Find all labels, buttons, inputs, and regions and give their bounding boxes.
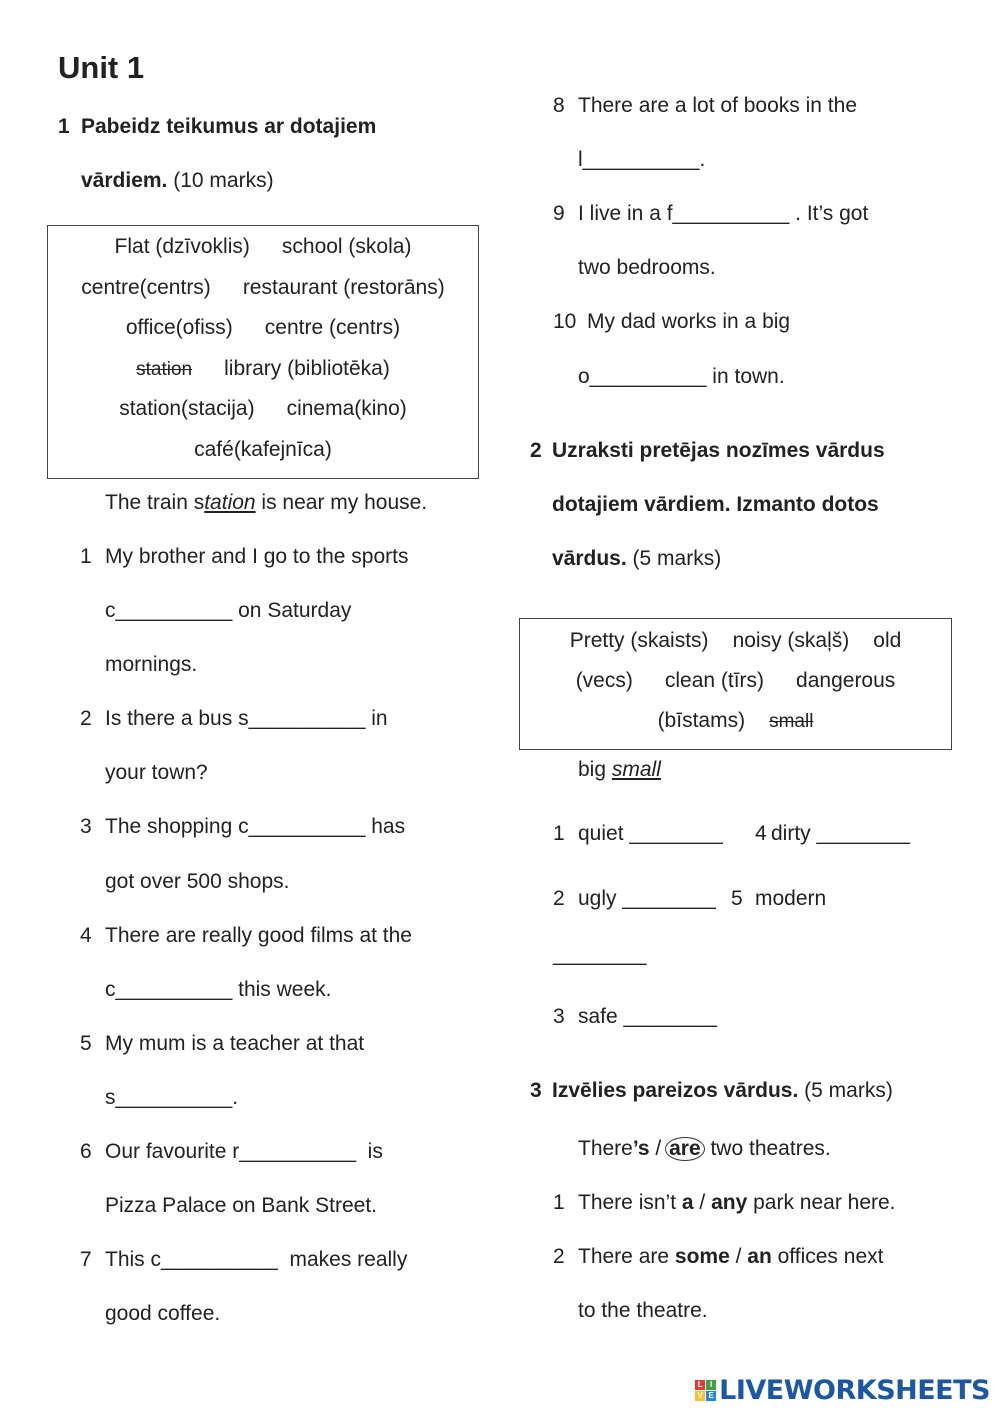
ex2-heading-line3 [552, 546, 721, 572]
ex2-item-3-number: 3 [553, 1005, 565, 1028]
ex2-item-3[interactable]: safe ________ [578, 1005, 717, 1028]
ex1-item-1-line1: My brother and I go to the sports [105, 545, 409, 568]
logo-mark-l: L [695, 1380, 705, 1390]
ex1-example-pre: The train s [105, 491, 205, 514]
word-flat: Flat (dzīvoklis) [114, 235, 250, 258]
ex2-example-answer: small [611, 758, 661, 781]
ex1-item-7-number: 7 [80, 1248, 92, 1271]
ex1-example-answer: tation [204, 491, 256, 514]
ex1-item-7-line2: good coffee. [105, 1302, 221, 1325]
word-restaurant: restaurant (restorāns) [242, 276, 445, 299]
ex1-item-6-line2: Pizza Palace on Bank Street. [105, 1194, 377, 1217]
ex3-heading-bold: Izvēlies pareizos vārdus. [552, 1079, 799, 1102]
ex3-item-2-post: offices next [771, 1245, 884, 1268]
logo-mark-e: E [706, 1391, 716, 1401]
ex1-item-8-line1: There are a lot of books in the [578, 94, 857, 117]
ex1-item-10-number: 10 [553, 310, 577, 333]
ex1-item-7-line1[interactable]: This c__________ makes really [105, 1248, 408, 1271]
ex3-item-1-pre: There isn’t [578, 1191, 682, 1214]
ex3-item-1-sep: / [693, 1191, 712, 1214]
ex1-marks: (10 marks) [173, 169, 274, 192]
ex3-item-2-number: 2 [553, 1245, 565, 1268]
liveworksheets-logo [695, 1375, 990, 1405]
word-school: school (skola) [281, 235, 412, 258]
ex2-item-4-number: 4 [755, 822, 767, 845]
ex1-box-line4 [48, 356, 478, 383]
ex2-box-line3 [520, 708, 951, 735]
ex1-heading-line2 [81, 168, 274, 194]
ex1-item-1-line3: mornings. [105, 653, 198, 676]
ex1-item-1-number: 1 [80, 545, 92, 568]
ex3-item-2-option-some[interactable]: some [674, 1245, 730, 1268]
ex3-item-2-line2: to the theatre. [578, 1299, 708, 1322]
ex1-box-line6 [48, 437, 478, 463]
word-noisy: noisy (skaļš) [732, 629, 850, 652]
word-pretty: Pretty (skaists) [569, 629, 709, 652]
logo-mark-icon [695, 1380, 716, 1401]
ex1-item-2-line2: your town? [105, 761, 208, 784]
ex3-item-1 [578, 1190, 896, 1216]
ex3-marks: (5 marks) [804, 1079, 893, 1102]
ex1-item-10-line1: My dad works in a big [587, 310, 791, 333]
ex3-item-2-option-an[interactable]: an [747, 1245, 772, 1268]
ex1-example-post: is near my house. [255, 491, 428, 514]
ex3-example-post: two theatres. [704, 1137, 831, 1160]
ex1-box-line2 [48, 275, 478, 301]
ex3-example-opt2-circled: are [665, 1137, 705, 1161]
ex1-item-8-number: 8 [553, 94, 565, 117]
ex1-item-10-line2[interactable]: o__________ in town. [578, 365, 785, 388]
ex3-number: 3 [530, 1079, 542, 1102]
logo-mark-v: V [695, 1391, 705, 1401]
ex2-box-line2 [520, 668, 951, 694]
ex1-number: 1 [58, 115, 70, 138]
ex2-marks: (5 marks) [632, 547, 722, 570]
ex1-item-5-line1: My mum is a teacher at that [105, 1032, 365, 1055]
ex2-item-4[interactable]: dirty ________ [771, 822, 910, 845]
ex3-item-1-post: park near here. [747, 1191, 896, 1214]
ex2-number: 2 [530, 439, 542, 462]
ex1-item-8-line2[interactable]: l__________. [578, 148, 706, 171]
ex3-item-1-option-any[interactable]: any [711, 1191, 748, 1214]
ex3-item-2-pre: There are [578, 1245, 675, 1268]
ex2-item-1-number: 1 [553, 822, 565, 845]
ex1-item-6-line1[interactable]: Our favourite r__________ is [105, 1140, 383, 1163]
word-office: office(ofiss) [125, 316, 233, 339]
ex1-item-3-number: 3 [80, 815, 92, 838]
word-old: old [873, 629, 902, 652]
ex2-example [578, 757, 661, 783]
ex2-heading-line1: Uzraksti pretējas nozīmes vārdus [552, 439, 885, 462]
ex1-item-4-line1: There are really good films at the [105, 924, 412, 947]
ex2-word-box [519, 618, 952, 750]
ex1-item-5-line2[interactable]: s__________. [105, 1086, 239, 1109]
ex2-heading-line2: dotajiem vārdiem. Izmanto dotos [552, 493, 879, 516]
word-centre-2: centre (centrs) [264, 316, 401, 339]
ex1-item-3-line2: got over 500 shops. [105, 870, 290, 893]
ex1-heading-bold: vārdiem. [81, 169, 168, 192]
ex1-item-2-line1[interactable]: Is there a bus s__________ in [105, 707, 388, 730]
ex1-item-9-line2: two bedrooms. [578, 256, 716, 279]
ex1-item-5-number: 5 [80, 1032, 92, 1055]
logo-text: LIVEWORKSHEETS [719, 1374, 990, 1406]
ex2-item-5-number: 5 [731, 887, 743, 910]
ex1-item-3-line1[interactable]: The shopping c__________ has [105, 815, 406, 838]
ex1-heading-line1: Pabeidz teikumus ar dotajiem [81, 115, 377, 138]
word-centre: centre(centrs) [81, 276, 211, 299]
word-library: library (bibliotēka) [224, 357, 390, 380]
word-small-struck: small [769, 711, 814, 732]
ex1-box-line5 [48, 396, 478, 422]
ex1-item-1-line2[interactable]: c__________ on Saturday [105, 599, 352, 622]
ex1-item-4-line2[interactable]: c__________ this week. [105, 978, 332, 1001]
ex1-word-box [47, 225, 479, 479]
ex2-item-1[interactable]: quiet ________ [578, 822, 723, 845]
ex2-item-5: modern [755, 887, 827, 910]
ex1-item-2-number: 2 [80, 707, 92, 730]
ex3-example-opt1: ’s [632, 1137, 650, 1160]
ex1-box-line3 [48, 315, 478, 341]
ex1-item-9-number: 9 [553, 202, 565, 225]
ex1-box-line1 [48, 234, 478, 260]
word-cafe: café(kafejnīca) [194, 438, 332, 461]
ex3-example [578, 1136, 831, 1162]
ex2-item-5-blank[interactable]: ________ [553, 943, 647, 966]
ex3-example-pre: There [578, 1137, 633, 1160]
ex3-item-1-number: 1 [553, 1191, 565, 1214]
ex2-example-word: big [578, 758, 607, 781]
ex2-item-2[interactable]: ugly ________ [578, 887, 716, 910]
logo-mark-i: I [706, 1380, 716, 1390]
ex1-item-4-number: 4 [80, 924, 92, 947]
ex2-heading-bold: vārdus. [552, 547, 627, 570]
word-station-struck: station [136, 359, 193, 380]
word-station: station(stacija) [119, 397, 255, 420]
word-cinema: cinema(kino) [286, 397, 407, 420]
ex3-item-2 [578, 1244, 883, 1270]
word-vecs: (vecs) [575, 669, 633, 692]
ex3-example-sep: / [649, 1137, 668, 1160]
ex1-item-9-line1[interactable]: I live in a f__________ . It’s got [578, 202, 869, 225]
ex2-item-2-number: 2 [553, 887, 565, 910]
page-title: Unit 1 [58, 50, 145, 85]
ex3-item-1-option-a[interactable]: a [681, 1191, 694, 1214]
word-bistams: (bīstams) [657, 709, 746, 732]
ex2-box-line1 [520, 628, 951, 654]
ex3-heading [552, 1078, 893, 1104]
ex3-item-2-sep: / [729, 1245, 748, 1268]
ex1-example [105, 490, 427, 516]
word-clean: clean (tīrs) [664, 669, 765, 692]
ex1-item-6-number: 6 [80, 1140, 92, 1163]
word-dangerous: dangerous [796, 669, 896, 692]
